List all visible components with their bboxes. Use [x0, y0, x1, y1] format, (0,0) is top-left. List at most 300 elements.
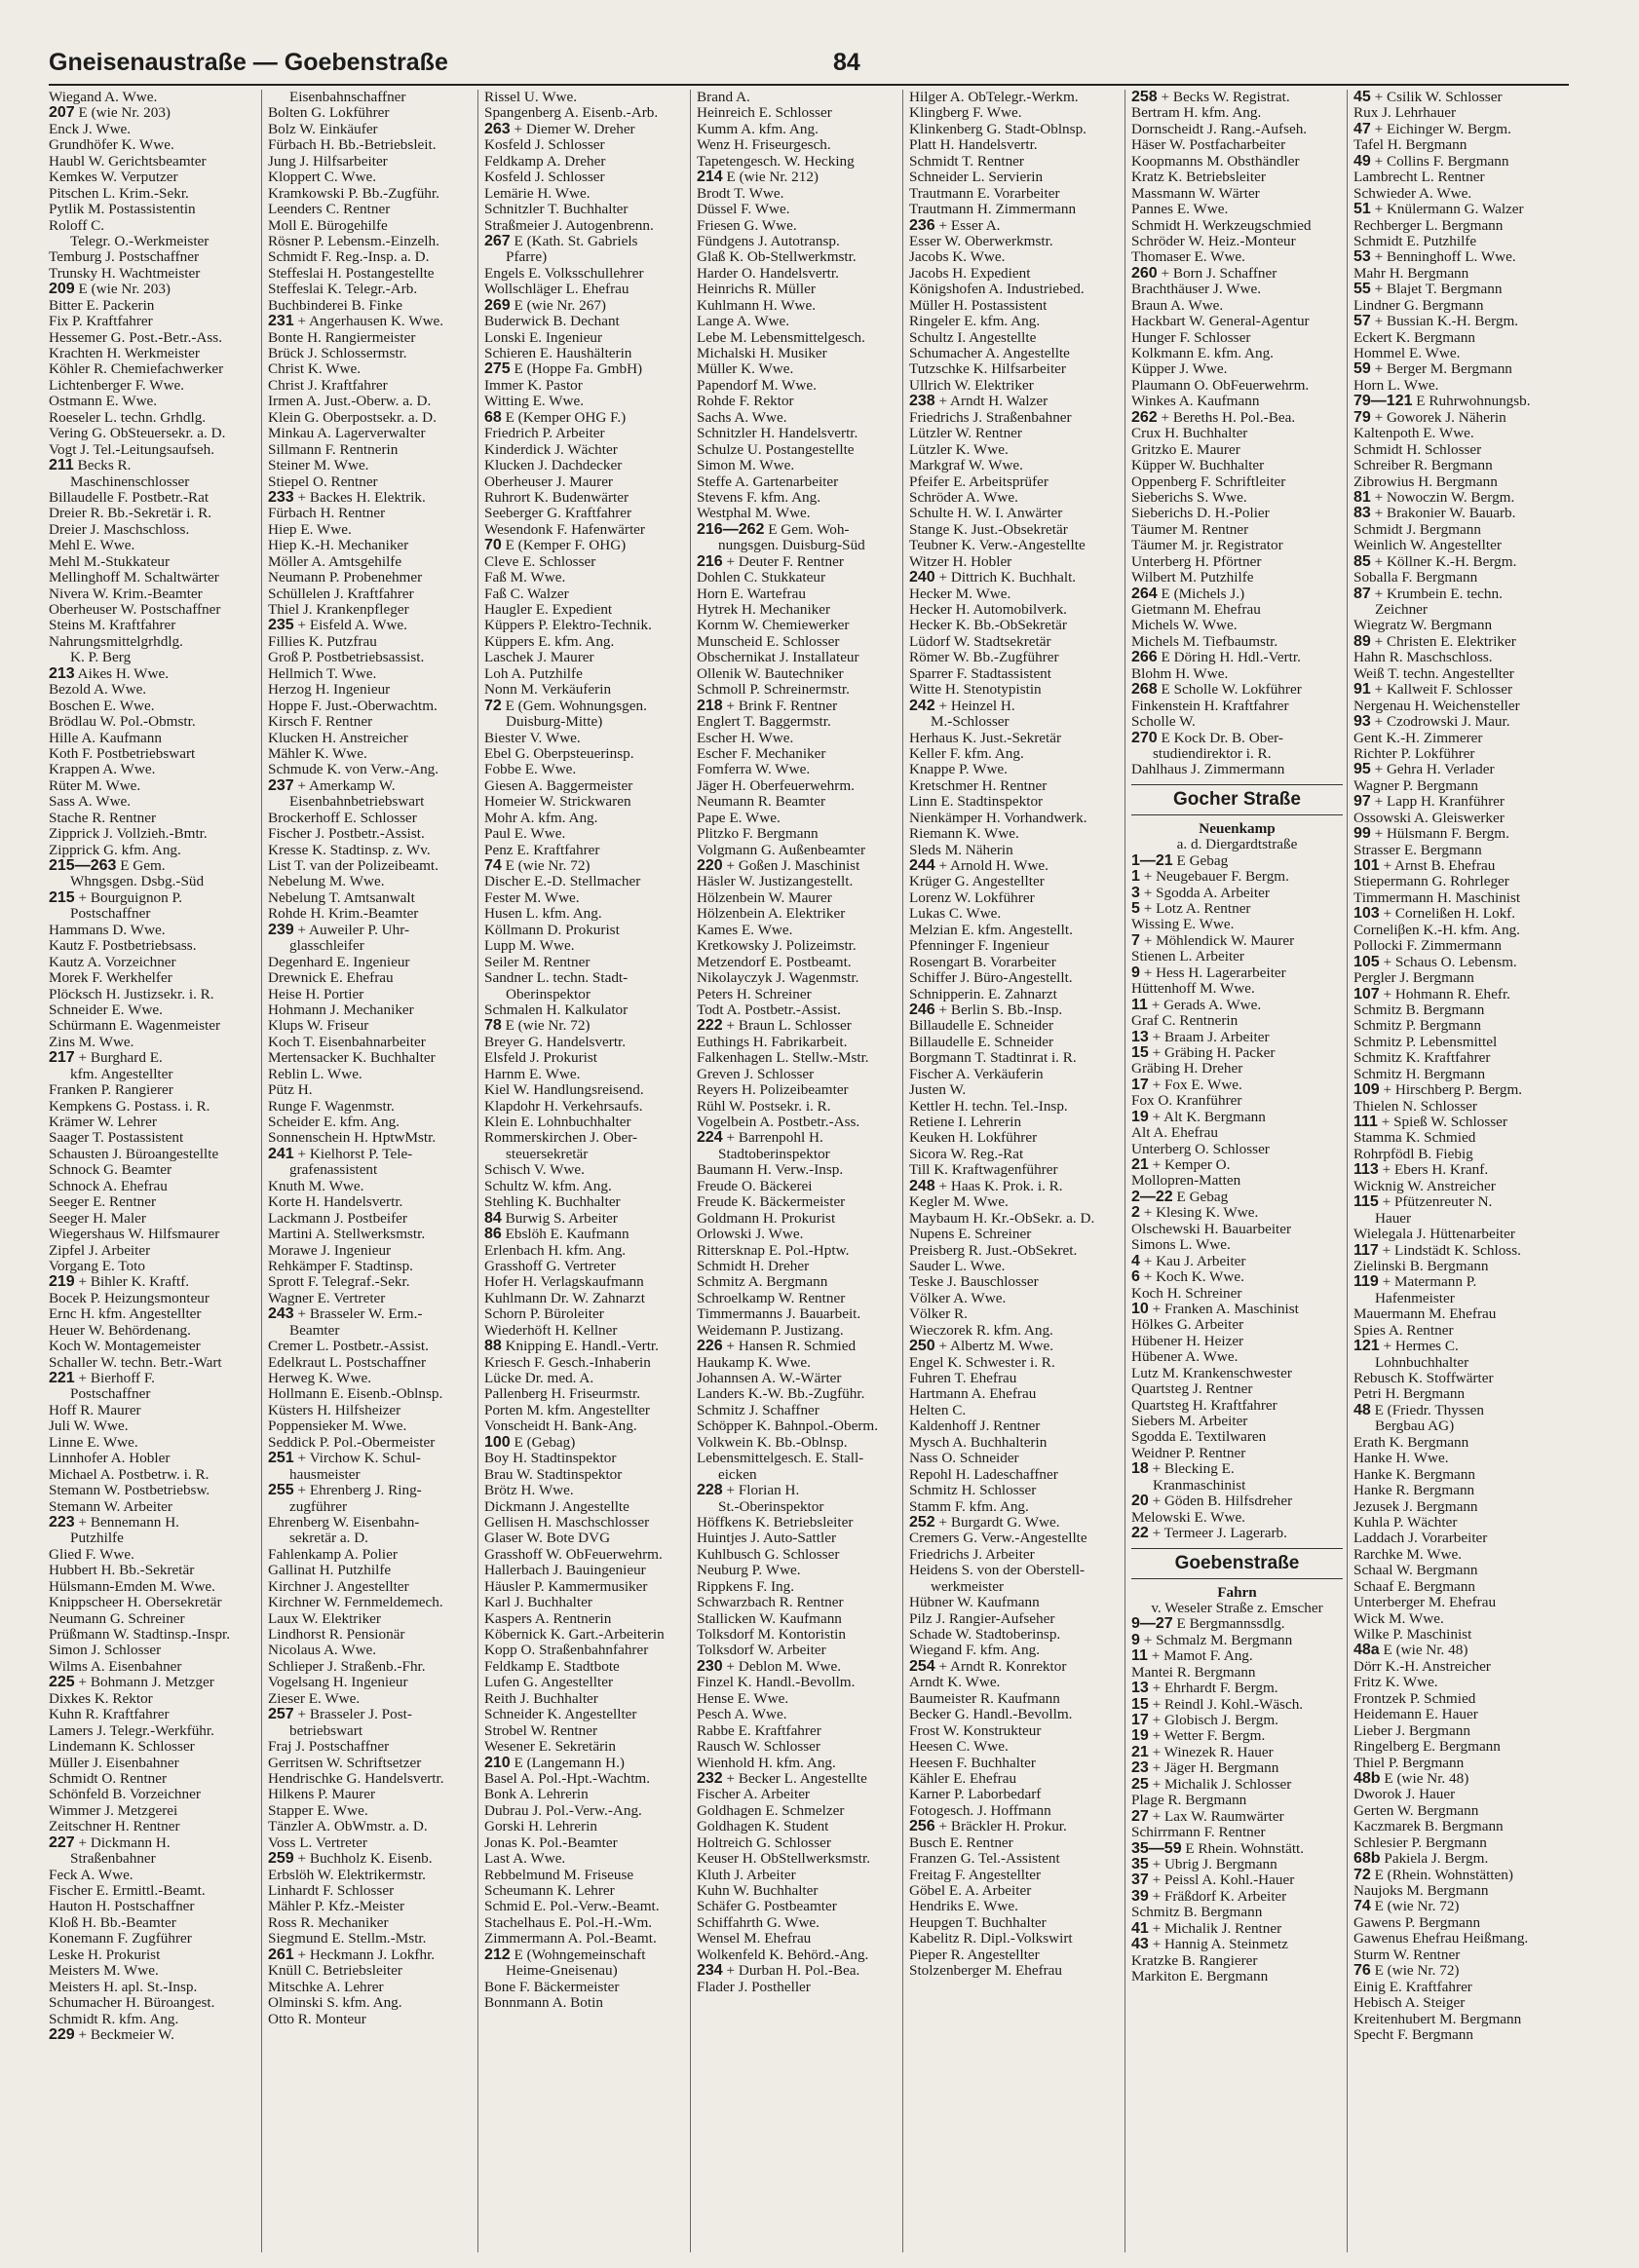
directory-entry: Rehkämper F. Stadtinsp. [268, 1258, 413, 1274]
directory-entry: Soballa F. Bergmann [1353, 570, 1478, 586]
directory-entry: Schmidt O. Rentner [49, 1770, 168, 1787]
directory-entry: 261 + Heckmann J. Lokfhr. [268, 1947, 436, 1963]
directory-entry: Engels E. Volksschullehrer [484, 265, 644, 282]
directory-entry: Buderwick B. Dechant [484, 314, 620, 330]
directory-entry: Völker A. Wwe. [909, 1290, 1007, 1306]
directory-column-7 [1347, 90, 1573, 2252]
directory-entry: Zipprick G. kfm. Ang. [49, 842, 181, 858]
directory-entry: Weiß T. techn. Angestellter [1353, 665, 1514, 682]
directory-entry: Stache R. Rentner [49, 810, 157, 826]
directory-entry: 231 + Angerhausen K. Wwe. [268, 314, 444, 330]
directory-entry: Heinrichs R. Müller [697, 282, 816, 298]
directory-entry: Kuhlmann Dr. W. Zahnarzt [484, 1290, 645, 1306]
directory-entry: Borgmann T. Stadtinrat i. R. [909, 1050, 1077, 1067]
directory-entry: Michels W. Wwe. [1131, 618, 1238, 634]
house-number: 216—262 [697, 521, 765, 538]
house-number: 248 [909, 1178, 935, 1194]
directory-entry: 237 + Amerkamp W. [268, 777, 396, 794]
directory-entry: Till K. Kraftwagenführer [909, 1162, 1058, 1179]
directory-entry: Penz E. Kraftfahrer [484, 842, 600, 858]
directory-entry: Zins M. Wwe. [49, 1034, 134, 1050]
house-number: 217 [49, 1050, 75, 1067]
directory-entry: Kriesch F. Gesch.-Inhaberin [484, 1354, 651, 1371]
directory-entry: Billaudelle F. Postbetr.-Rat [49, 489, 210, 506]
directory-entry: Nass O. Schneider [909, 1451, 1019, 1467]
directory-entry: Mähler K. Wwe. [268, 745, 367, 762]
directory-entry: Hanke H. Wwe. [1353, 1451, 1449, 1467]
directory-entry: Eisenbahnbetriebswart [289, 794, 425, 811]
directory-entry: Bonnmann A. Botin [484, 1995, 603, 2012]
directory-entry: Goldhagen K. Student [697, 1819, 829, 1835]
house-number: 215 [49, 889, 75, 906]
directory-entry: Kloß H. Bb.-Beamter [49, 1914, 176, 1931]
house-number: 45 [1353, 90, 1371, 105]
directory-entry: 236 + Esser A. [909, 217, 1001, 234]
directory-entry: Göbel E. A. Arbeiter [909, 1883, 1032, 1899]
directory-entry: Rux J. Lehrhauer [1353, 105, 1457, 122]
directory-entry: Englert T. Baggermstr. [697, 714, 831, 731]
directory-entry: 18 + Blecking E. [1131, 1461, 1235, 1478]
directory-entry: Stemann W. Arbeiter [49, 1498, 172, 1515]
directory-entry: Fobbe E. Wwe. [484, 762, 577, 778]
directory-entry: Todt A. Postbetr.-Assist. [697, 1002, 841, 1018]
directory-entry: Ebel G. Oberpsteuerinsp. [484, 745, 634, 762]
directory-entry: Haugler E. Expedient [484, 602, 613, 618]
directory-entry: Schmitz H. Bergmann [1353, 1066, 1486, 1082]
directory-entry: Kresse K. Stadtinsp. z. Wv. [268, 842, 431, 858]
directory-entry: 51 + Knülermann G. Walzer [1353, 202, 1524, 218]
directory-entry: Morek F. Werkhelfer [49, 970, 172, 987]
directory-entry: Hauton H. Postschaffner [49, 1899, 195, 1915]
house-number: 99 [1353, 826, 1371, 843]
directory-column-3 [477, 90, 690, 2252]
directory-entry: 22 + Termeer J. Lagerarb. [1131, 1526, 1287, 1542]
directory-entry: Markiton E. Bergmann [1131, 1969, 1269, 1984]
directory-entry: Euthings H. Fabrikarbeit. [697, 1034, 848, 1050]
house-number: 74 [484, 858, 502, 874]
directory-entry: 109 + Hirschberg P. Bergm. [1353, 1082, 1523, 1099]
directory-entry: Greven J. Schlosser [697, 1066, 815, 1082]
house-number: 225 [49, 1675, 75, 1691]
directory-entry: Wielegala J. Hüttenarbeiter [1353, 1227, 1515, 1243]
directory-entry: Steffeslai H. Postangestellte [268, 265, 435, 282]
directory-entry: Richter P. Lokführer [1353, 745, 1475, 762]
directory-entry: Husen L. kfm. Ang. [484, 906, 602, 923]
directory-entry: Thielen N. Schlosser [1353, 1098, 1477, 1115]
directory-entry: Schumacher A. Angestellte [909, 346, 1070, 361]
directory-entry: Schmidt H. Dreher [697, 1258, 810, 1274]
directory-entry: Steffeslai K. Telegr.-Arb. [268, 282, 418, 298]
house-number: 254 [909, 1658, 935, 1675]
street-heading: Gocher Straße [1131, 784, 1343, 815]
directory-entry: Hendriks E. Wwe. [909, 1899, 1018, 1915]
house-number: 218 [697, 698, 723, 714]
directory-entry: Klups W. Friseur [268, 1018, 369, 1035]
directory-entry: Lambrecht L. Rentner [1353, 170, 1485, 186]
directory-entry: Bitter E. Packerin [49, 297, 155, 314]
directory-entry: Sachs A. Wwe. [697, 409, 787, 426]
directory-entry: Michels M. Tiefbaumstr. [1131, 633, 1278, 650]
directory-entry: Ostmann E. Wwe. [49, 394, 158, 410]
directory-entry: Bonte H. Rangiermeister [268, 329, 416, 346]
directory-entry: Pfarre) [506, 249, 548, 266]
directory-entry: Kaltenpoth E. Wwe. [1353, 426, 1474, 442]
directory-column-5 [902, 90, 1124, 2252]
directory-entry: Hense E. Wwe. [697, 1690, 789, 1707]
house-number: 70 [484, 538, 502, 554]
directory-entry: Neumann G. Schreiner [49, 1610, 185, 1627]
directory-entry: Pütz H. [268, 1082, 313, 1099]
directory-entry: 234 + Durban H. Pol.-Bea. [697, 1963, 860, 1980]
directory-entry: Hübner W. Kaufmann [909, 1595, 1040, 1611]
directory-entry: Mauermann M. Ehefrau [1353, 1306, 1497, 1323]
directory-entry: Karner P. Laborbedarf [909, 1787, 1042, 1803]
directory-entry: Dörr K.-H. Anstreicher [1353, 1658, 1491, 1675]
directory-entry: Hebisch A. Steiger [1353, 1995, 1466, 2012]
directory-entry: Breyer G. Handelsvertr. [484, 1034, 627, 1050]
directory-entry: Boschen E. Wwe. [49, 698, 155, 714]
directory-entry: Straßmeier J. Autogenbrenn. [484, 217, 654, 234]
directory-entry: 256 + Bräckler H. Prokur. [909, 1819, 1067, 1835]
directory-entry: Lücke Dr. med. A. [484, 1371, 594, 1386]
directory-entry: Seeger E. Rentner [49, 1194, 157, 1211]
directory-entry: Kettler H. techn. Tel.-Insp. [909, 1098, 1068, 1115]
directory-entry: Keuser H. ObStellwerksmstr. [697, 1851, 871, 1868]
directory-entry: 267 E (Kath. St. Gabriels [484, 233, 638, 249]
directory-entry: Krappen A. Wwe. [49, 762, 156, 778]
directory-entry: Sieberichs D. H.-Polier [1131, 506, 1270, 522]
directory-entry: Kumm A. kfm. Ang. [697, 121, 819, 137]
directory-entry: Markgraf W. Wwe. [909, 458, 1023, 474]
directory-entry: Wenz H. Friseurgesch. [697, 137, 831, 154]
directory-entry: 81 + Nowoczin W. Bergm. [1353, 489, 1515, 506]
house-number: 15 [1131, 1696, 1149, 1713]
directory-entry: 68b Pakiela J. Bergm. [1353, 1851, 1489, 1868]
house-number: 238 [909, 394, 935, 410]
directory-entry: Stamma K. Schmied [1353, 1130, 1476, 1147]
directory-entry: Gerritsen W. Schriftsetzer [268, 1755, 422, 1771]
directory-entry: Köllmann D. Prokurist [484, 922, 620, 938]
directory-entry: Kosfeld J. Schlosser [484, 170, 605, 186]
directory-entry: Lamers J. Telegr.-Werkführ. [49, 1722, 214, 1739]
directory-entry: 107 + Hohmann R. Ehefr. [1353, 986, 1510, 1002]
directory-entry: Kames E. Wwe. [697, 922, 793, 938]
directory-entry: Dixkes K. Rektor [49, 1690, 153, 1707]
directory-entry: 216—262 E Gem. Woh- [697, 521, 850, 538]
house-number: 79—121 [1353, 394, 1413, 410]
directory-entry: Hiep K.-H. Mechaniker [268, 538, 409, 554]
directory-entry: Neumann R. Beamter [697, 794, 826, 811]
house-number: 23 [1131, 1760, 1149, 1777]
house-number: 264 [1131, 586, 1158, 602]
directory-entry: Rausch W. Schlosser [697, 1739, 820, 1756]
directory-entry: zugführer [289, 1498, 348, 1515]
directory-entry: Degenhard E. Ingenieur [268, 954, 410, 970]
directory-entry: Zibrowius H. Bergmann [1353, 473, 1498, 490]
directory-entry: Schmidt T. Rentner [909, 153, 1024, 170]
directory-entry: Friedrichs J. Straßenbahner [909, 409, 1072, 426]
directory-entry: Hecker K. Bb.-ObSekretär [909, 618, 1067, 634]
street-heading: Goebenstraße [1131, 1548, 1343, 1579]
directory-entry: Timmermann H. Maschinist [1353, 889, 1521, 906]
house-number: 214 [697, 170, 723, 186]
directory-entry: Basel A. Pol.-Hpt.-Wachtm. [484, 1770, 651, 1787]
directory-entry: 101 + Arnst B. Ehefrau [1353, 858, 1496, 874]
directory-entry: Wagner E. Vertreter [268, 1290, 386, 1306]
house-number: 224 [697, 1130, 723, 1147]
house-number: 4 [1131, 1253, 1140, 1269]
directory-entry: Keuken H. Lokführer [909, 1130, 1038, 1147]
directory-entry: 240 + Dittrich K. Buchhalt. [909, 570, 1077, 586]
directory-entry: Witte H. Stenotypistin [909, 682, 1042, 699]
directory-entry: Schneider E. Wwe. [49, 1002, 163, 1018]
directory-entry: Groß P. Postbetriebsassist. [268, 650, 425, 666]
directory-entry: Faß M. Wwe. [484, 570, 566, 586]
directory-entry: Pfeifer E. Arbeitsprüfer [909, 473, 1048, 490]
directory-entry: Möller A. Amtsgehilfe [268, 553, 402, 570]
directory-entry: Rabbe E. Kraftfahrer [697, 1722, 821, 1739]
directory-entry: 251 + Virchow K. Schul- [268, 1451, 421, 1467]
directory-entry: 48b E (wie Nr. 48) [1353, 1770, 1469, 1787]
directory-entry: Hessemer G. Post.-Betr.-Ass. [49, 329, 223, 346]
directory-entry: Laschek J. Maurer [484, 650, 594, 666]
directory-entry: Naujoks M. Bergmann [1353, 1883, 1489, 1899]
house-number: 255 [268, 1483, 294, 1499]
directory-entry: Gellisen H. Maschschlosser [484, 1514, 650, 1531]
directory-entry: Kirchner W. Fernmeldemech. [268, 1595, 443, 1611]
directory-entry: Freude K. Bäckermeister [697, 1194, 846, 1211]
directory-entry: Kosfeld J. Schlosser [484, 137, 605, 154]
directory-entry: Jäger H. Oberfeuerwehrm. [697, 777, 855, 794]
directory-entry: Hilger A. ObTelegr.-Werkm. [909, 90, 1079, 105]
directory-entry: Roloff C. [49, 217, 105, 234]
directory-entry: Hölzenbein A. Elektriker [697, 906, 846, 923]
directory-entry: Krüger G. Angestellter [909, 874, 1045, 890]
directory-entry: Täumer M. Rentner [1131, 521, 1249, 538]
directory-entry: 223 + Bennemann H. [49, 1514, 179, 1531]
directory-entry: Keller F. kfm. Ang. [909, 745, 1024, 762]
directory-entry: Schulze U. Postangestellte [697, 441, 855, 458]
directory-entry: Mehl M.-Stukkateur [49, 553, 171, 570]
directory-entry: Tafel H. Bergmann [1353, 137, 1467, 154]
directory-entry: Fomferra W. Wwe. [697, 762, 811, 778]
house-number: 22 [1131, 1526, 1149, 1542]
directory-entry: 213 Aikes H. Wwe. [49, 665, 170, 682]
directory-entry: Alt A. Ehefrau [1131, 1125, 1218, 1142]
directory-entry: 207 E (wie Nr. 203) [49, 105, 171, 122]
house-number: 234 [697, 1963, 723, 1980]
directory-entry: 49 + Collins F. Bergmann [1353, 153, 1509, 170]
directory-entry: Jacobs H. Expedient [909, 265, 1031, 282]
directory-entry: Enck J. Wwe. [49, 121, 132, 137]
directory-entry: Telegr. O.-Werkmeister [70, 233, 210, 249]
directory-entry: Friesen G. Wwe. [697, 217, 797, 234]
directory-entry: Neuburg P. Wwe. [697, 1563, 801, 1579]
directory-entry: Korte H. Handelsvertr. [268, 1194, 403, 1211]
directory-entry: Pitschen L. Krim.-Sekr. [49, 185, 189, 202]
directory-entry: Linn E. Stadtinspektor [909, 794, 1044, 811]
directory-entry: Schroelkamp W. Rentner [697, 1290, 846, 1306]
directory-entry: 17 + Globisch J. Bergm. [1131, 1713, 1278, 1728]
directory-entry: Dohlen C. Stukkateur [697, 570, 826, 586]
directory-entry: Michalski H. Musiker [697, 346, 827, 361]
directory-entry: Schmitz B. Bergmann [1353, 1002, 1485, 1018]
directory-entry: Herzog H. Ingenieur [268, 682, 391, 699]
directory-entry: Whngsgen. Dsbg.-Süd [70, 874, 205, 890]
directory-entry: Baumann H. Verw.-Insp. [697, 1162, 844, 1179]
directory-entry: 209 E (wie Nr. 203) [49, 282, 171, 298]
directory-entry: 25 + Michalik J. Schlosser [1131, 1776, 1292, 1793]
directory-entry: Thiel P. Bergmann [1353, 1755, 1465, 1771]
house-number: 209 [49, 282, 75, 298]
directory-entry: Lange A. Wwe. [697, 314, 790, 330]
directory-entry: Lonski E. Ingenieur [484, 329, 603, 346]
directory-entry: Krachten H. Werkmeister [49, 346, 200, 361]
directory-entry: 227 + Dickmann H. [49, 1834, 171, 1851]
directory-entry: Kretkowsky J. Polizeimstr. [697, 938, 857, 955]
directory-entry: Pilz J. Rangier-Aufseher [909, 1610, 1055, 1627]
house-number: 207 [49, 105, 75, 122]
directory-entry: Bolz W. Einkäufer [268, 121, 378, 137]
directory-entry: Glaß K. Ob-Stellwerkmstr. [697, 249, 857, 266]
directory-entry: Haukamp K. Wwe. [697, 1354, 811, 1371]
directory-entry: Fester M. Wwe. [484, 889, 580, 906]
directory-entry: Morawe J. Ingenieur [268, 1242, 392, 1259]
directory-entry: Brödlau W. Pol.-Obmstr. [49, 714, 196, 731]
directory-entry: 268 E Scholle W. Lokführer [1131, 682, 1302, 699]
directory-entry: Schmitz H. Schlosser [909, 1483, 1037, 1499]
directory-entry: Schwieder A. Wwe. [1353, 185, 1472, 202]
directory-entry: 2—22 E Gebag [1131, 1189, 1229, 1205]
house-number: 48 [1353, 1402, 1371, 1418]
directory-entry: Kempkens G. Postass. i. R. [49, 1098, 210, 1115]
directory-entry: Rohde H. Krim.-Beamter [268, 906, 419, 923]
directory-entry: Homeier W. Strickwaren [484, 794, 631, 811]
directory-entry: Timmermanns J. Bauarbeit. [697, 1306, 861, 1323]
directory-entry: Nicolaus A. Wwe. [268, 1643, 377, 1659]
directory-entry: Koch W. Montagemeister [49, 1339, 201, 1355]
directory-entry: Pieper R. Angestellter [909, 1947, 1040, 1963]
house-number: 263 [484, 121, 511, 137]
house-number: 35—59 [1131, 1840, 1182, 1857]
directory-entry: Schüllelen J. Kraftfahrer [268, 586, 414, 602]
directory-entry: Nivera W. Krim.-Beamter [49, 586, 203, 602]
house-number: 41 [1131, 1920, 1149, 1937]
directory-entry: Mellinghoff M. Schaltwärter [49, 570, 219, 586]
house-number: 226 [697, 1339, 723, 1355]
directory-entry: Goldhagen E. Schmelzer [697, 1802, 845, 1819]
directory-entry: Kemkes W. Verputzer [49, 170, 178, 186]
directory-entry: St.-Oberinspektor [718, 1498, 824, 1515]
house-number: 9—27 [1131, 1616, 1173, 1633]
directory-entry: Scholle W. [1131, 714, 1196, 731]
directory-entry: Trunsky H. Wachtmeister [49, 265, 201, 282]
directory-entry: Gawenus Ehefrau Heißmang. [1353, 1931, 1529, 1947]
directory-entry: Müller H. Postassistent [909, 297, 1048, 314]
directory-entry: Vonscheidt H. Bank-Ang. [484, 1418, 637, 1435]
directory-entry: Horn L. Wwe. [1353, 377, 1439, 394]
directory-entry: Rosengart B. Vorarbeiter [909, 954, 1056, 970]
directory-entry: Herhaus K. Just.-Sekretär [909, 730, 1062, 746]
directory-entry: Schmitz P. Lebensmittel [1353, 1034, 1498, 1050]
house-number: 43 [1131, 1937, 1149, 1953]
directory-entry: Horn E. Wartefrau [697, 586, 806, 602]
directory-entry: Maybaum H. Kr.-ObSekr. a. D. [909, 1210, 1095, 1227]
directory-entry: Lieber J. Bergmann [1353, 1722, 1470, 1739]
directory-entry: 242 + Heinzel H. [909, 698, 1015, 714]
directory-entry: Hiep E. Wwe. [268, 521, 352, 538]
directory-entry: Falkenhagen L. Stellw.-Mstr. [697, 1050, 869, 1067]
directory-entry: Klein G. Oberpostsekr. a. D. [268, 409, 437, 426]
house-number: 11 [1131, 1648, 1148, 1665]
directory-entry: Fischer E. Ermittl.-Beamt. [49, 1883, 206, 1899]
directory-entry: Königshofen A. Industriebed. [909, 282, 1085, 298]
house-number: 117 [1353, 1242, 1379, 1259]
directory-entry: 235 + Eisfeld A. Wwe. [268, 618, 407, 634]
directory-entry: 225 + Bohmann J. Metzger [49, 1675, 214, 1691]
house-number: 215—263 [49, 858, 117, 874]
directory-entry: Glied F. Wwe. [49, 1546, 134, 1563]
directory-entry: Grasshoff G. Vertreter [484, 1258, 616, 1274]
house-number: 257 [268, 1707, 294, 1723]
house-number: 88 [484, 1339, 502, 1355]
house-number: 256 [909, 1819, 935, 1835]
house-number: 212 [484, 1947, 511, 1963]
directory-entry: Nupens E. Schreiner [909, 1227, 1032, 1243]
directory-entry: Simons L. Wwe. [1131, 1237, 1231, 1254]
directory-entry: Busch E. Rentner [909, 1834, 1013, 1851]
directory-entry: steuersekretär [506, 1146, 589, 1162]
directory-entry: Tolksdorf M. Kontoristin [697, 1627, 846, 1643]
directory-entry: Christ J. Kraftfahrer [268, 377, 388, 394]
directory-entry: Spies A. Rentner [1353, 1322, 1454, 1339]
directory-entry: Edelkraut L. Postschaffner [268, 1354, 427, 1371]
directory-entry: Hoppe F. Just.-Oberwachtm. [268, 698, 438, 714]
directory-entry: 121 + Hermes C. [1353, 1339, 1459, 1355]
directory-entry: Maschinenschlosser [70, 473, 190, 490]
house-number: 68 [484, 409, 502, 426]
directory-entry: 218 + Brink F. Rentner [697, 698, 838, 714]
directory-entry: Brockerhoff E. Schlosser [268, 810, 417, 826]
directory-entry: Schmidt E. Putzhilfe [1353, 233, 1477, 249]
directory-entry: Esser W. Oberwerkmstr. [909, 233, 1053, 249]
directory-entry: 21 + Kemper O. [1131, 1157, 1231, 1173]
directory-entry: 239 + Auweiler P. Uhr- [268, 922, 410, 938]
directory-entry: Blohm H. Wwe. [1131, 665, 1229, 682]
directory-entry: 43 + Hannig A. Steinmetz [1131, 1937, 1288, 1953]
directory-entry: Schlieper J. Straßenb.-Fhr. [268, 1658, 426, 1675]
directory-entry: Zipprick J. Vollzieh.-Bmtr. [49, 826, 208, 843]
directory-entry: Stange K. Just.-Obsekretär [909, 521, 1068, 538]
directory-entry: 232 + Becker L. Angestellte [697, 1770, 867, 1787]
directory-entry: Schmid E. Pol.-Verw.-Beamt. [484, 1899, 660, 1915]
directory-entry: 17 + Fox E. Wwe. [1131, 1077, 1242, 1093]
directory-entry: Westphal M. Wwe. [697, 506, 811, 522]
directory-entry: 105 + Schaus O. Lebensm. [1353, 954, 1517, 970]
directory-entry: hausmeister [289, 1466, 361, 1483]
directory-entry: Kornm W. Chemiewerker [697, 618, 850, 634]
directory-entry: Billaudelle E. Schneider [909, 1034, 1054, 1050]
directory-entry: Erlenbach H. kfm. Ang. [484, 1242, 627, 1259]
directory-entry: glasschleifer [289, 938, 364, 955]
directory-entry: 262 + Bereths H. Pol.-Bea. [1131, 409, 1296, 426]
directory-entry: werkmeister [931, 1578, 1005, 1595]
directory-entry: Ullrich W. Elektriker [909, 377, 1034, 394]
house-number: 266 [1131, 650, 1158, 666]
directory-entry: Dubrau J. Pol.-Verw.-Ang. [484, 1802, 642, 1819]
house-number: 76 [1353, 1963, 1371, 1980]
directory-entry: Mertensacker K. Buchhalter [268, 1050, 436, 1067]
